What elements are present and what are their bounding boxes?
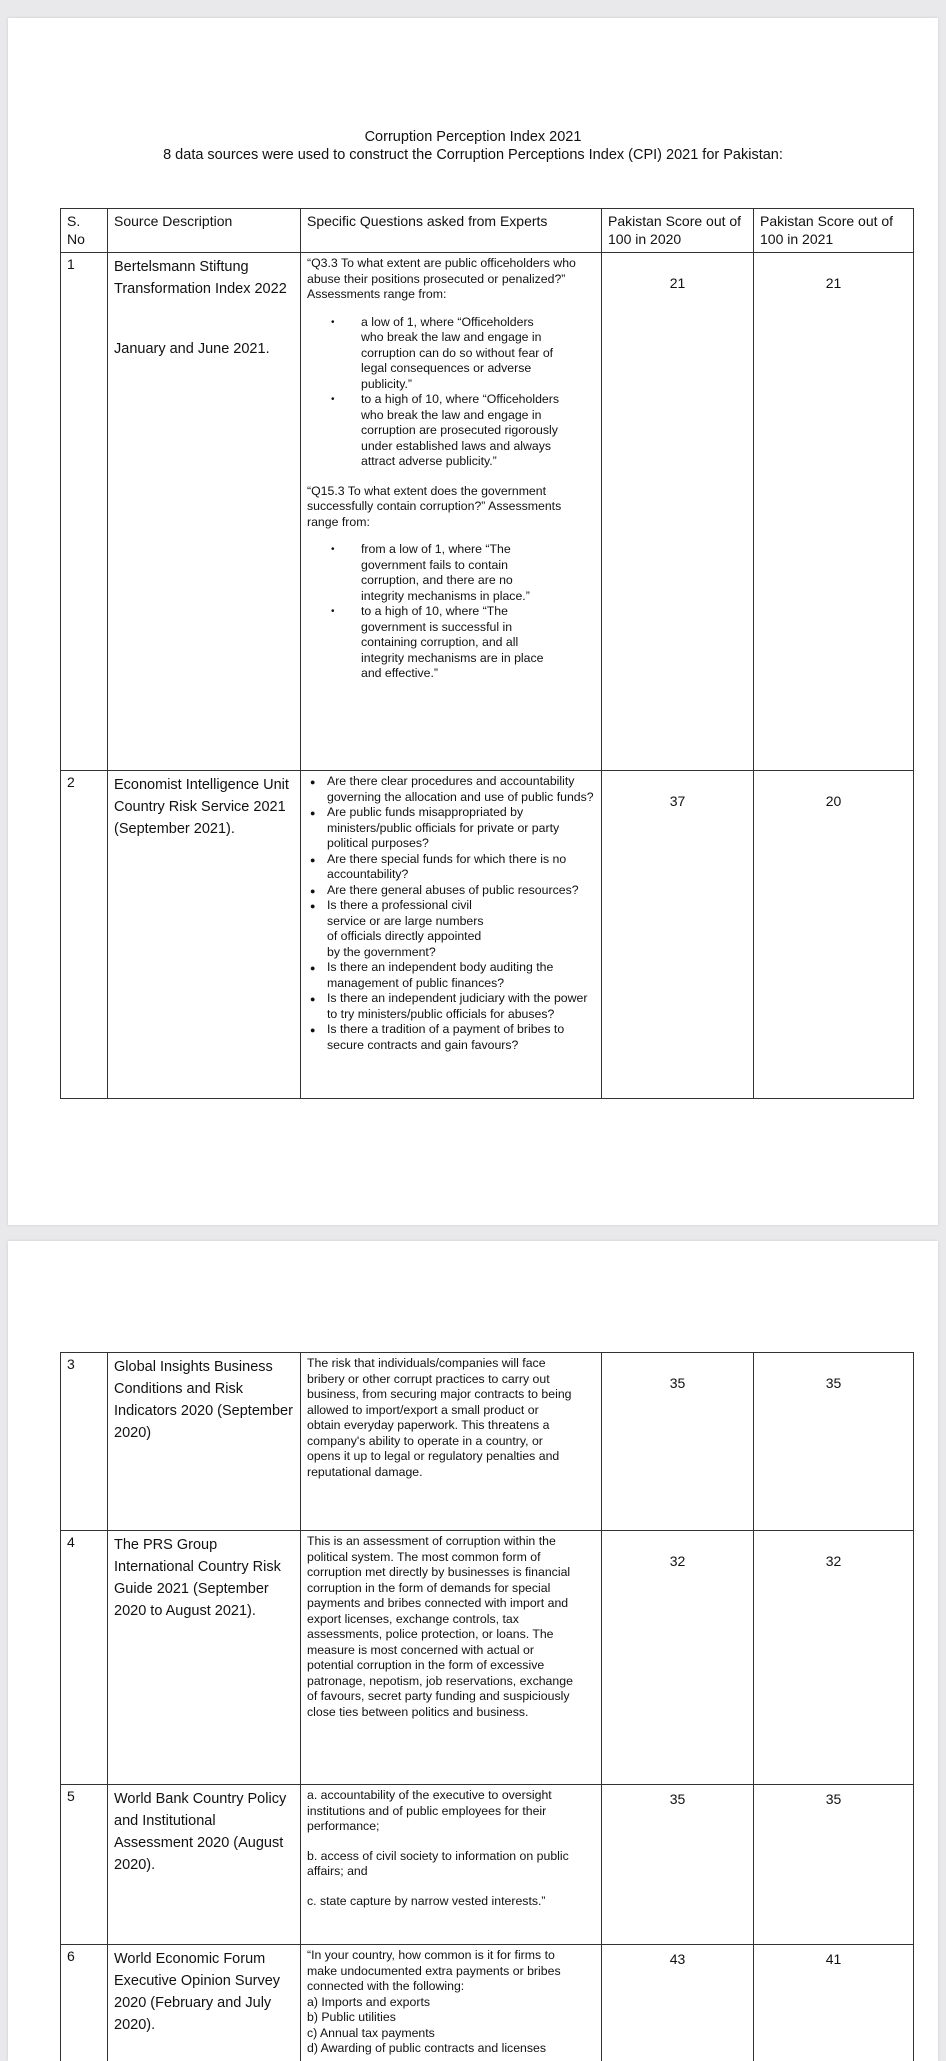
score-2020: 21 — [602, 253, 754, 771]
row-sno: 4 — [61, 1531, 108, 1785]
question-part: b) Public utilities — [307, 2010, 595, 2026]
row-questions — [301, 1531, 602, 1785]
document-title: Corruption Perception Index 2021 — [8, 128, 938, 146]
table-row — [61, 1353, 914, 1531]
question-part: c) Annual tax payments — [307, 2026, 595, 2042]
score-2020: 43 — [602, 1945, 754, 2061]
row-questions — [301, 771, 602, 1099]
col-header-source: Source Description — [108, 209, 301, 253]
row-questions — [301, 1353, 602, 1531]
score-2021: 35 — [754, 1353, 914, 1531]
list-item: • to a high of 10, where “Officeholders who break the law and engage in corruption are prosecuted rigorously under established laws and always attract adverse publicity.” — [307, 392, 559, 470]
row-questions — [301, 1785, 602, 1945]
col-header-sno: S. No — [61, 209, 108, 253]
row-source: World Economic Forum Executive Opinion Survey 2020 (February and July 2020). — [108, 1945, 301, 2061]
document-subtitle: 8 data sources were used to construct the Corruption Perceptions Index (CPI) 2021 for Pakistan: — [8, 146, 938, 164]
question-part: d) Awarding of public contracts and licenses — [307, 2041, 595, 2057]
table-row — [61, 1785, 914, 1945]
list-item: • to a high of 10, where “The government is successful in containing corruption, and all integrity mechanisms are in place and effective.” — [307, 604, 559, 682]
list-item: ● Are there clear procedures and accountability governing the allocation and use of public funds? — [307, 774, 595, 805]
question-part: b. access of civil society to information on public affairs; and — [307, 1849, 575, 1880]
row-source — [108, 253, 301, 771]
list-item: ● Are there general abuses of public resources? — [307, 883, 595, 899]
score-2021: 41 — [754, 1945, 914, 2061]
row-sno: 5 — [61, 1785, 108, 1945]
table-header-row — [61, 209, 914, 253]
row-sno: 6 — [61, 1945, 108, 2061]
list-item: ● Is there an independent judiciary with the power to try ministers/public officials for abuses? — [307, 991, 595, 1022]
row-sno: 2 — [61, 771, 108, 1099]
question-intro: “Q15.3 To what extent does the government successfully contain corruption?” Assessments range from: — [307, 484, 595, 531]
score-2020: 35 — [602, 1785, 754, 1945]
row-source: World Bank Country Policy and Institutional Assessment 2020 (August 2020). — [108, 1785, 301, 1945]
list-item: ● Are there special funds for which there is no accountability? — [307, 852, 595, 883]
row-source: Economist Intelligence Unit Country Risk Service 2021 (September 2021). — [108, 771, 301, 1099]
list-item: ● Is there a professional civil service or are large numbers of officials directly appointed by the government? — [307, 898, 491, 960]
score-2021: 35 — [754, 1785, 914, 1945]
question-list — [307, 774, 595, 1053]
question-text: The risk that individuals/companies will face bribery or other corrupt practices to carry out business, from securing major contracts to being allowed to import/export a small product or obtain everyday paperwork. This threatens a company's ability to operate in a country, or opens it up to legal or regulatory penalties and reputational damage. — [307, 1356, 575, 1480]
title-block — [8, 128, 938, 164]
table-row — [61, 771, 914, 1099]
score-2020: 35 — [602, 1353, 754, 1531]
table-row — [61, 1945, 914, 2061]
score-2020: 37 — [602, 771, 754, 1099]
list-item: ● Is there a tradition of a payment of bribes to secure contracts and gain favours? — [307, 1022, 595, 1053]
cpi-table-continued — [60, 1352, 914, 2061]
source-name: Bertelsmann Stiftung Transformation Index 2022 — [114, 256, 294, 300]
cpi-table — [60, 208, 914, 1099]
question-text: This is an assessment of corruption within the political system. The most common form of corruption met directly by businesses is financial corruption in the form of demands for special payments and bribes connected with import and export licenses, exchange controls, tax assessments, police protection, or loans. The measure is most concerned with actual or potential corruption in the form of excessive patronage, nepotism, job reservations, exchange of favours, secret party funding and suspiciously close ties between politics and business. — [307, 1534, 575, 1720]
source-period: January and June 2021. — [114, 338, 294, 360]
score-2021: 21 — [754, 253, 914, 771]
table-row — [61, 1531, 914, 1785]
question-part: a) Imports and exports — [307, 1995, 595, 2011]
score-2021: 32 — [754, 1531, 914, 1785]
question-intro: “In your country, how common is it for firms to make undocumented extra payments or bribes connected with the following: — [307, 1948, 581, 1995]
row-questions — [301, 253, 602, 771]
list-item: ● Are public funds misappropriated by ministers/public officials for private or party political purposes? — [307, 805, 595, 852]
list-item: • from a low of 1, where “The government fails to contain corruption, and there are no integrity mechanisms in place.” — [307, 542, 559, 604]
col-header-score-2021: Pakistan Score out of 100 in 2021 — [754, 209, 914, 253]
list-item: ● Is there an independent body auditing the management of public finances? — [307, 960, 595, 991]
table-row — [61, 253, 914, 771]
question-intro: “Q3.3 To what extent are public officeholders who abuse their positions prosecuted or penalized?” Assessments range from: — [307, 256, 595, 303]
row-source: Global Insights Business Conditions and Risk Indicators 2020 (September 2020) — [108, 1353, 301, 1531]
question-part: c. state capture by narrow vested interests.” — [307, 1894, 575, 1910]
question-list — [307, 315, 595, 470]
row-sno: 1 — [61, 253, 108, 771]
row-source: The PRS Group International Country Risk Guide 2021 (September 2020 to August 2021). — [108, 1531, 301, 1785]
score-2021: 20 — [754, 771, 914, 1099]
col-header-score-2020: Pakistan Score out of 100 in 2020 — [602, 209, 754, 253]
row-sno: 3 — [61, 1353, 108, 1531]
row-questions — [301, 1945, 602, 2061]
list-item: • a low of 1, where “Officeholders who break the law and engage in corruption can do so without fear of legal consequences or adverse publicity.” — [307, 315, 559, 393]
document-page-2 — [8, 1241, 938, 2061]
score-2020: 32 — [602, 1531, 754, 1785]
question-part: a. accountability of the executive to oversight institutions and of public employees for their performance; — [307, 1788, 575, 1835]
col-header-questions: Specific Questions asked from Experts — [301, 209, 602, 253]
document-page-1 — [8, 18, 938, 1225]
question-list — [307, 542, 595, 682]
